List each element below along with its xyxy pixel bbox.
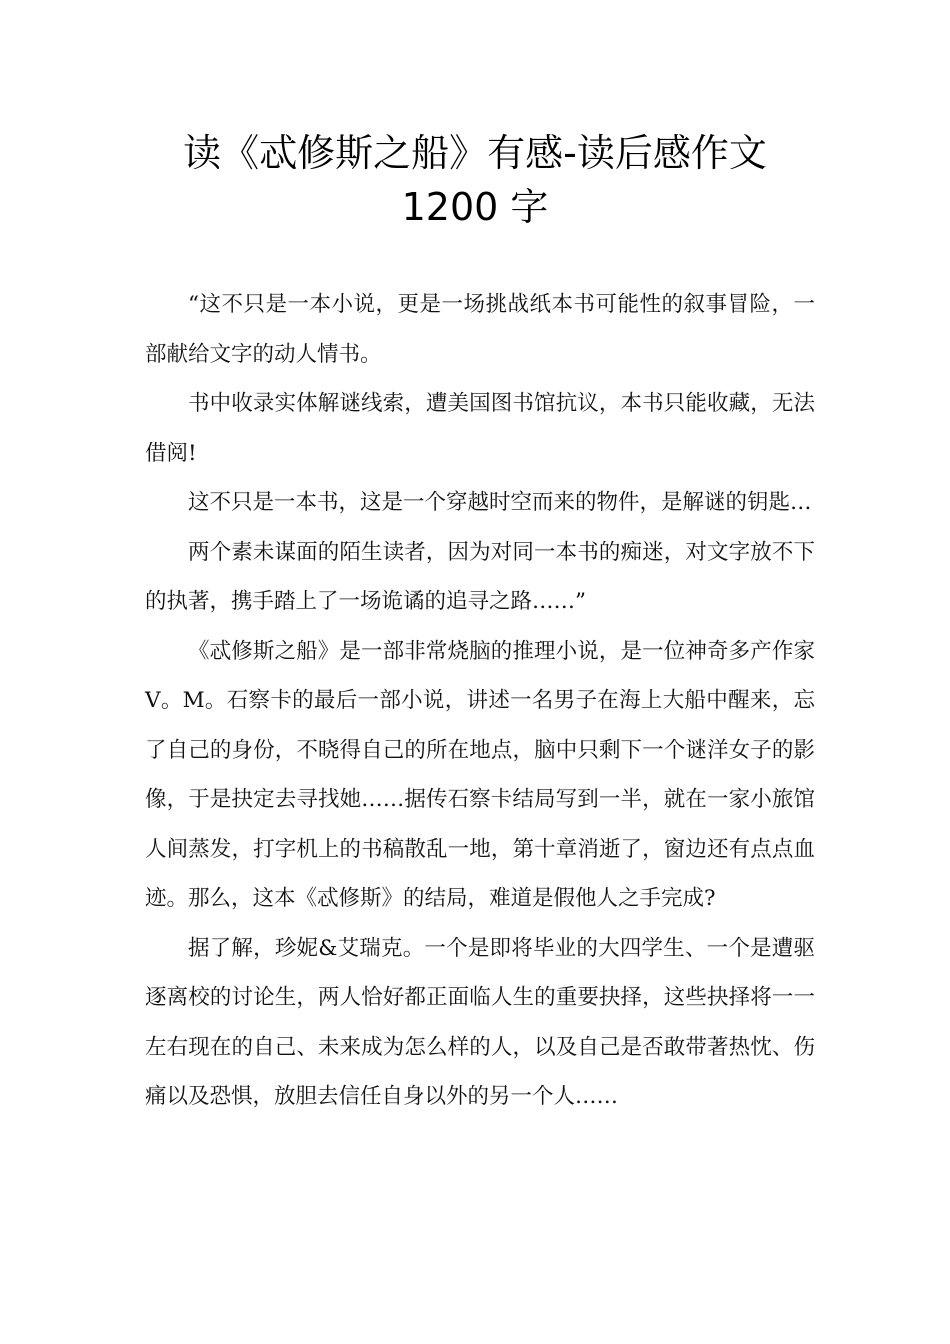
paragraph: “这不只是一本小说，更是一场挑战纸本书可能性的叙事冒险，一部献给文字的动人情书。 — [145, 292, 815, 367]
document-body — [145, 280, 815, 1122]
paragraph: 《忒修斯之船》是一部非常烧脑的推理小说，是一位神奇多产作家 V。M。石察卡的最后一部小说，讲述一名男子在海上大船中醒来，忘了自己的身份，不晓得自己的所在地点，脑中只剩下一个谜洋女子的影像，于是抉定去寻找她……据传石察卡结局写到一半，就在一家小旅馆人间蒸发，打字机上的书稿散乱一地，第十章消逝了，窗边还有点点血迹。那么，这本《忒修斯》的结局，难道是假他人之手完成? — [145, 638, 815, 911]
paragraph: 这不只是一本书，这是一个穿越时空而来的物件，是解谜的钥匙… — [188, 490, 812, 515]
paragraph: 书中收录实体解谜线索，遭美国图书馆抗议，本书只能收藏，无法借阅! — [145, 391, 815, 466]
document-title-subline: 1200 字 — [401, 185, 549, 229]
paragraph: 两个素未谋面的陌生读者，因为对同一本书的痴迷，对文字放不下的执著，携手踏上了一场诡谲的追寻之路……” — [145, 539, 815, 614]
paragraph: 据了解，珍妮&艾瑞克。一个是即将毕业的大四学生、一个是遭驱逐离校的讨论生，两人恰好都正面临人生的重要抉择，这些抉择将一一左右现在的自己、未来成为怎么样的人，以及自己是否敢带著热忱、伤痛以及恐惧，放胆去信任自身以外的另一个人…… — [145, 935, 815, 1109]
document-title: 读《忒修斯之船》有感-读后感作文 — [183, 131, 767, 175]
